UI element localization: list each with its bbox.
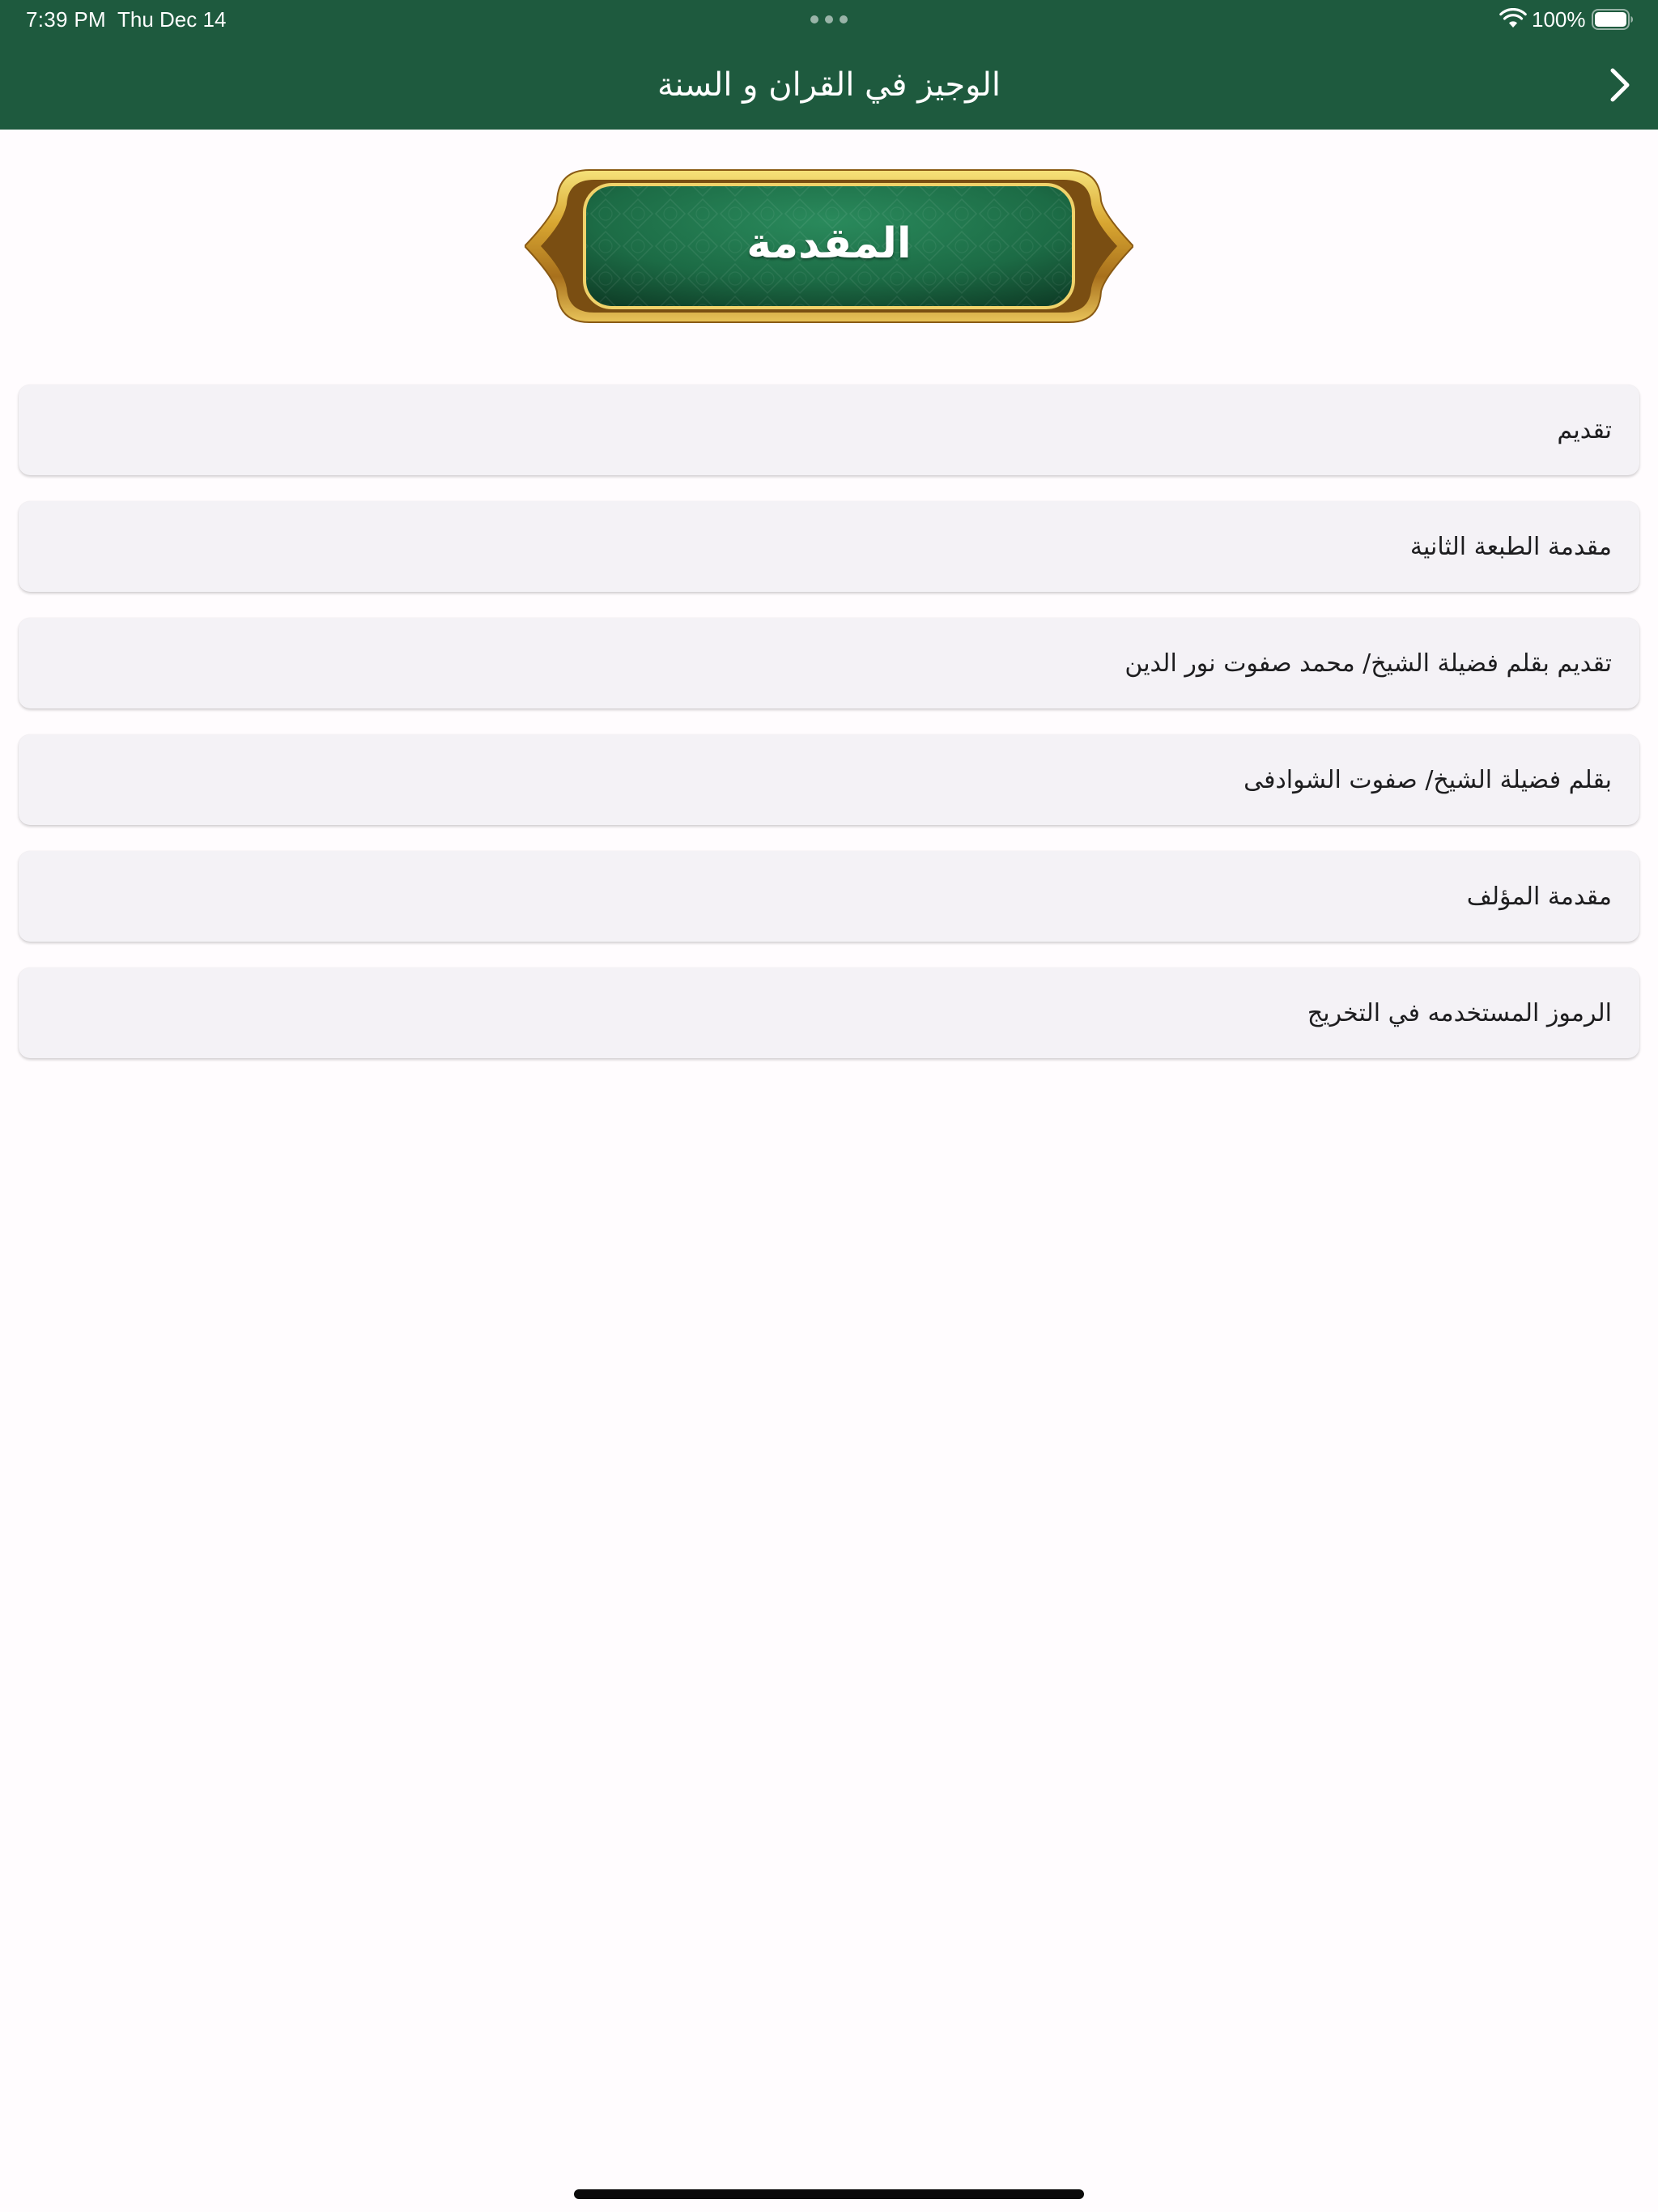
- list-item[interactable]: [19, 968, 1639, 1058]
- home-indicator[interactable]: [574, 2189, 1084, 2199]
- chevron-right-icon[interactable]: [1608, 66, 1632, 104]
- top-bar: [0, 0, 1658, 130]
- list-item[interactable]: [19, 501, 1639, 592]
- status-date: Thu Dec 14: [117, 7, 227, 32]
- list-item-label: مقدمة الطبعة الثانية: [1409, 532, 1612, 561]
- list-item[interactable]: [19, 851, 1639, 942]
- list-item[interactable]: [19, 618, 1639, 708]
- dot-icon: [840, 15, 848, 23]
- dot-icon: [825, 15, 833, 23]
- nav-title: الوجيز في القران و السنة: [657, 66, 1001, 104]
- list-item-label: الرموز المستخدمه في التخريج: [1307, 998, 1612, 1027]
- list-item-label: مقدمة المؤلف: [1466, 882, 1612, 911]
- table-of-contents-list: [19, 385, 1639, 1084]
- section-title: المقدمة: [746, 219, 912, 268]
- multitasking-handle[interactable]: [810, 15, 848, 24]
- battery-percentage: 100%: [1532, 7, 1586, 32]
- battery-icon: [1592, 9, 1634, 30]
- list-item[interactable]: [19, 734, 1639, 825]
- list-item-label: تقديم: [1557, 415, 1612, 445]
- list-item-label: بقلم فضيلة الشيخ/ صفوت الشوادفى: [1244, 765, 1612, 794]
- wifi-icon: [1499, 8, 1527, 29]
- list-item-label: تقديم بقلم فضيلة الشيخ/ محمد صفوت نور الدين: [1124, 649, 1612, 678]
- list-item[interactable]: [19, 385, 1639, 475]
- dot-icon: [810, 15, 818, 23]
- status-time: 7:39 PM: [26, 7, 106, 32]
